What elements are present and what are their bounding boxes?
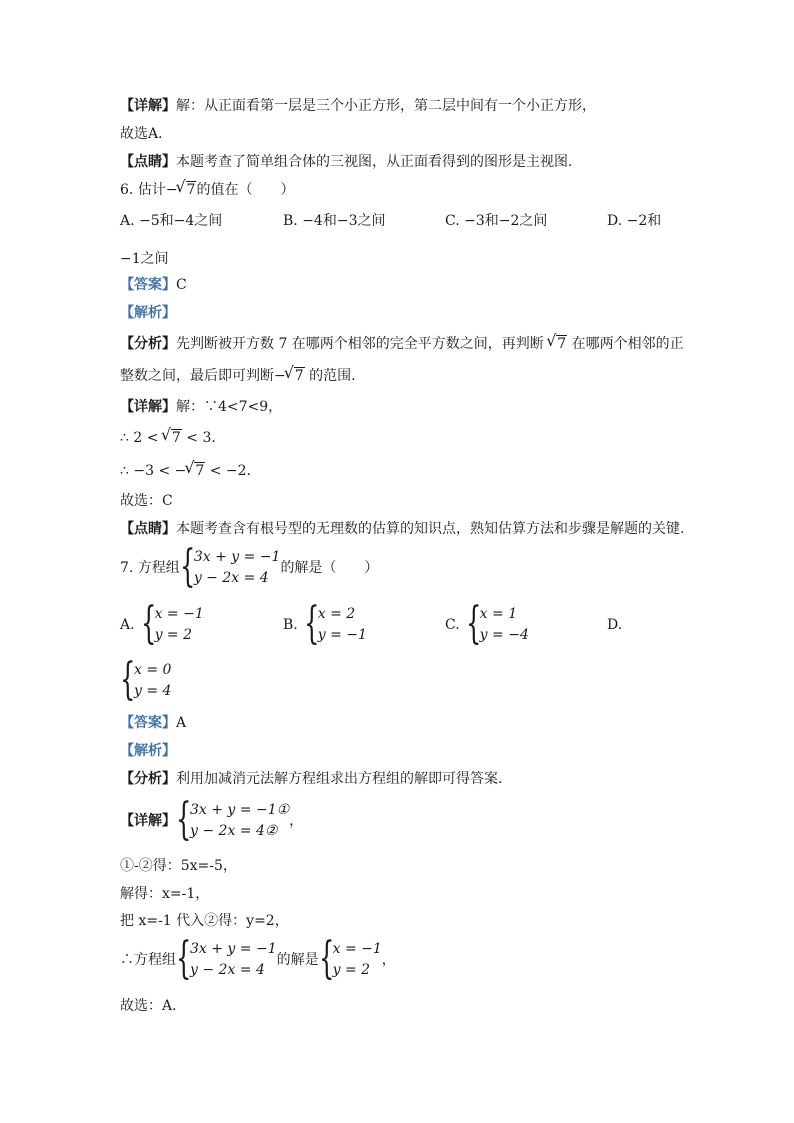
option-label: A. bbox=[120, 213, 135, 229]
answer-line bbox=[120, 276, 187, 294]
minus-sign: − bbox=[165, 182, 178, 198]
option-label: C. bbox=[445, 213, 460, 229]
detail-text: 解：∵4<7<9， bbox=[176, 399, 283, 415]
equation-system bbox=[176, 794, 290, 845]
option-d: D. bbox=[607, 617, 623, 633]
equation-system bbox=[120, 654, 172, 705]
equation: x = −1 bbox=[154, 606, 204, 622]
equation: y = −4 bbox=[479, 627, 529, 643]
equation: x = 0 bbox=[134, 662, 172, 678]
equation: x = 1 bbox=[479, 606, 518, 622]
question-7 bbox=[120, 541, 379, 592]
equation: 3x + y = −1 bbox=[193, 549, 281, 565]
step-text: 的解是 bbox=[276, 952, 319, 968]
comment-text: 本题考查含有根号型的无理数的估算的知识点，熟知估算方法和步骤是解题的关键. bbox=[176, 521, 685, 537]
option-text: −2和 bbox=[626, 213, 662, 229]
equation: y − 2x = 4 bbox=[193, 570, 269, 586]
equation-system bbox=[140, 598, 204, 649]
answer-value: C bbox=[176, 277, 187, 293]
step-line: 解得：x=-1， bbox=[120, 886, 210, 902]
equation: y = 2 bbox=[332, 962, 371, 978]
analysis-heading: 【解析】 bbox=[120, 305, 176, 321]
brace-icon: { bbox=[465, 598, 482, 649]
step-line: 把 x=-1 代入②得：y=2， bbox=[120, 913, 289, 929]
option-d bbox=[607, 212, 661, 230]
equation-system bbox=[176, 933, 277, 984]
answer-value: A bbox=[176, 715, 187, 731]
option-label: D. bbox=[607, 213, 623, 229]
comment-text: 本题考查了简单组合体的三视图，从正面看得到的图形是主视图． bbox=[176, 154, 582, 170]
brace-icon: { bbox=[179, 541, 196, 592]
brace-icon: { bbox=[303, 598, 320, 649]
analysis-text: 在哪两个相邻的正 bbox=[571, 336, 684, 352]
answer-line bbox=[120, 714, 186, 732]
question-6 bbox=[120, 181, 294, 199]
sqrt-expression bbox=[186, 462, 205, 480]
option-label: B. bbox=[283, 617, 298, 633]
sqrt-expression bbox=[548, 335, 567, 353]
option-a bbox=[120, 212, 222, 230]
detail-text: 解：从正面看第一层是三个小正方形，第二层中间有一个小正方形， bbox=[176, 98, 596, 114]
comment-line bbox=[120, 520, 684, 538]
section-tag: 【详解】 bbox=[120, 399, 176, 415]
detail-line bbox=[120, 794, 304, 845]
equation: y = −1 bbox=[317, 627, 367, 643]
punctuation: ， bbox=[381, 952, 396, 968]
detail-line bbox=[120, 398, 282, 416]
brace-icon: { bbox=[176, 794, 192, 845]
analysis-heading: 【解析】 bbox=[120, 743, 176, 759]
answer-tag: 【答案】 bbox=[120, 715, 176, 731]
option-b bbox=[283, 212, 385, 230]
step-text: < −2． bbox=[209, 463, 261, 479]
step-text: ∴方程组 bbox=[120, 952, 176, 968]
option-d-continued: −1之间 bbox=[120, 251, 169, 267]
radicand: 7 bbox=[186, 182, 196, 198]
analysis-text: 先判断被开方数 7 在哪两个相邻的完全平方数之间，再判断 bbox=[176, 336, 544, 352]
detail-line-1 bbox=[120, 97, 596, 115]
solution-system bbox=[318, 933, 382, 984]
option-c bbox=[445, 212, 547, 230]
question-suffix: 的解是（ ） bbox=[280, 560, 379, 576]
section-tag: 【详解】 bbox=[120, 98, 176, 114]
equation: x = 2 bbox=[317, 606, 356, 622]
radicand: 7 bbox=[557, 336, 567, 352]
equation: y = 4 bbox=[134, 683, 172, 699]
equation-system bbox=[179, 541, 281, 592]
equation: 3x + y = −1 bbox=[190, 941, 277, 957]
section-tag: 【分析】 bbox=[120, 771, 176, 787]
comment-line bbox=[120, 153, 582, 171]
choice-line: 故选A． bbox=[120, 126, 173, 142]
choice-line: 故选：A． bbox=[120, 998, 187, 1014]
equation: y − 2x = 4 bbox=[190, 962, 265, 978]
option-label: C. bbox=[445, 617, 460, 633]
equation-system bbox=[303, 598, 367, 649]
solution-line bbox=[120, 933, 396, 984]
analysis-line-1 bbox=[120, 335, 684, 353]
brace-icon: { bbox=[176, 933, 192, 984]
brace-icon: { bbox=[318, 933, 335, 984]
sqrt-expression bbox=[286, 367, 305, 385]
radicand: 7 bbox=[195, 463, 205, 479]
option-b bbox=[283, 598, 367, 649]
punctuation: ， bbox=[289, 813, 304, 829]
option-label: A. bbox=[120, 617, 135, 633]
section-tag: 【分析】 bbox=[120, 336, 176, 352]
option-text: −3和−2之间 bbox=[464, 213, 548, 229]
analysis-text: 利用加减消元法解方程组求出方程组的解即可得答案． bbox=[176, 771, 512, 787]
equation: y − 2x = 4② bbox=[190, 823, 278, 839]
analysis-text: 整数之间，最后即可判断 bbox=[120, 368, 274, 384]
radicand: 7 bbox=[171, 430, 181, 446]
option-d-system bbox=[120, 654, 172, 705]
question-prefix: 6. 估计 bbox=[120, 182, 166, 198]
step-line: ①-②得：5x=-5， bbox=[120, 858, 237, 874]
equation: y = 2 bbox=[154, 627, 193, 643]
step-line bbox=[120, 429, 225, 447]
answer-tag: 【答案】 bbox=[120, 277, 176, 293]
option-text: −5和−4之间 bbox=[139, 213, 223, 229]
analysis-line-2 bbox=[120, 367, 356, 385]
section-tag: 【点睛】 bbox=[120, 521, 176, 537]
section-tag: 【详解】 bbox=[120, 813, 176, 829]
step-line bbox=[120, 462, 261, 480]
analysis-line bbox=[120, 770, 512, 788]
step-text: ∴ 2 < bbox=[120, 430, 159, 446]
sqrt-expression bbox=[178, 181, 197, 199]
choice-line: 故选：C bbox=[120, 493, 173, 509]
section-tag: 【点睛】 bbox=[120, 154, 176, 170]
option-a bbox=[120, 598, 204, 649]
radicand: 7 bbox=[294, 368, 304, 384]
equation-system bbox=[465, 598, 529, 649]
equation: 3x + y = −1① bbox=[190, 802, 290, 818]
brace-icon: { bbox=[120, 654, 136, 705]
option-text: −4和−3之间 bbox=[302, 213, 386, 229]
step-text: < 3． bbox=[186, 430, 226, 446]
option-label: B. bbox=[283, 213, 298, 229]
analysis-text: 的范围. bbox=[309, 368, 356, 384]
question-suffix: 的值在（ ） bbox=[196, 182, 295, 198]
step-text: ∴ −3 < − bbox=[120, 463, 187, 479]
sqrt-expression bbox=[163, 429, 182, 447]
option-c bbox=[445, 598, 529, 649]
question-prefix: 7. 方程组 bbox=[120, 560, 180, 576]
brace-icon: { bbox=[140, 598, 156, 649]
minus-sign: − bbox=[274, 368, 286, 384]
equation: x = −1 bbox=[332, 941, 382, 957]
